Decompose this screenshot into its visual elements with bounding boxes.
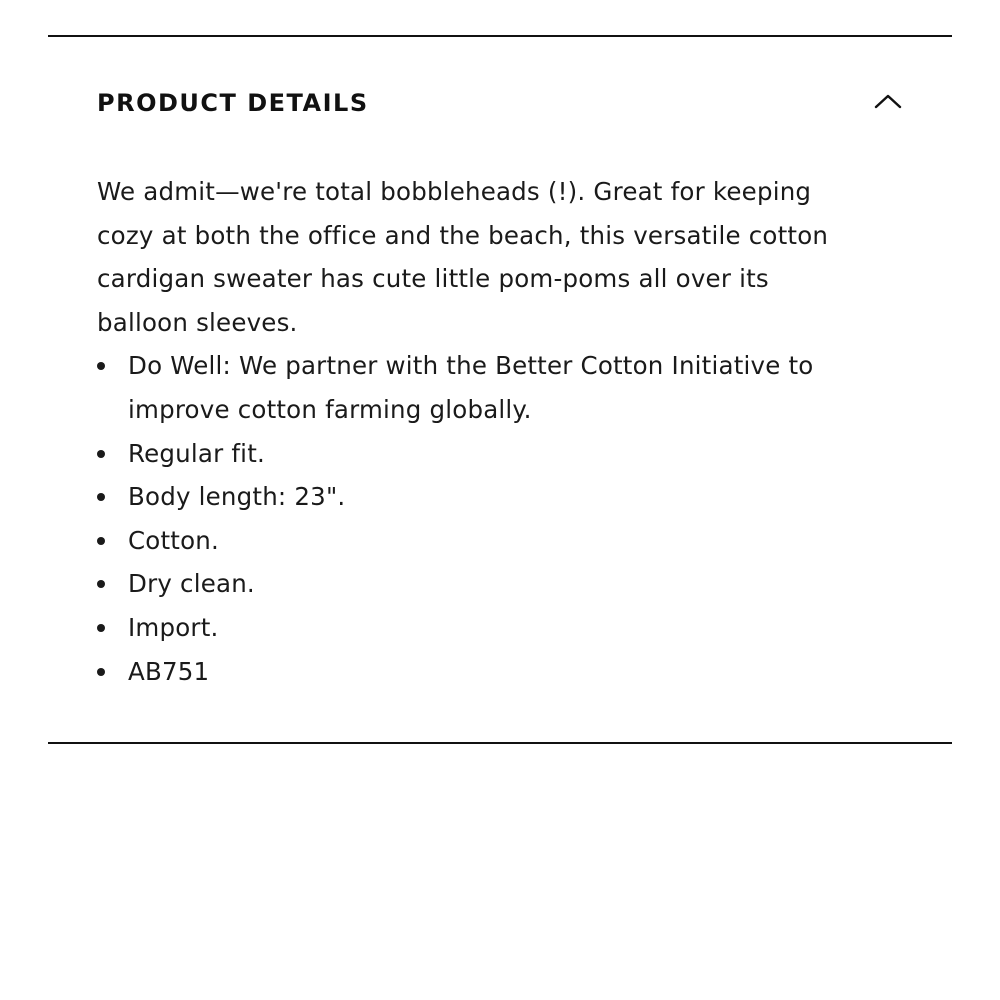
product-details-content [97, 170, 857, 693]
bullet-icon [97, 362, 105, 370]
list-item-text: AB751 [128, 656, 210, 686]
section-bottom-divider [48, 742, 952, 744]
list-item [97, 650, 857, 694]
list-item-text: Regular fit. [128, 438, 265, 468]
list-item [97, 606, 857, 650]
list-item-text: Dry clean. [128, 569, 255, 599]
list-item [97, 562, 857, 606]
bullet-icon [97, 450, 105, 458]
list-item-text: Import. [128, 612, 219, 642]
list-item [97, 475, 857, 519]
list-item [97, 344, 857, 431]
section-title: PRODUCT DETAILS [97, 89, 369, 117]
product-description: We admit—we're total bobbleheads (!). Great for keeping cozy at both the office and the beach, this versatile cotton cardigan sweater has cute little pom-poms all over its balloon sleeves. [97, 177, 829, 337]
bullet-icon [97, 493, 105, 501]
product-details-list [97, 344, 857, 693]
list-item [97, 432, 857, 476]
bullet-icon [97, 668, 105, 676]
bullet-icon [97, 580, 105, 588]
bullet-icon [97, 537, 105, 545]
product-details-header[interactable] [48, 37, 952, 157]
bullet-icon [97, 624, 105, 632]
list-item-text: Cotton. [128, 525, 220, 555]
chevron-up-icon[interactable] [873, 87, 903, 117]
list-item-text: Body length: 23". [128, 482, 346, 512]
list-item [97, 519, 857, 563]
list-item-text: Do Well: We partner with the Better Cotton Initiative to improve cotton farming globally. [128, 351, 814, 424]
